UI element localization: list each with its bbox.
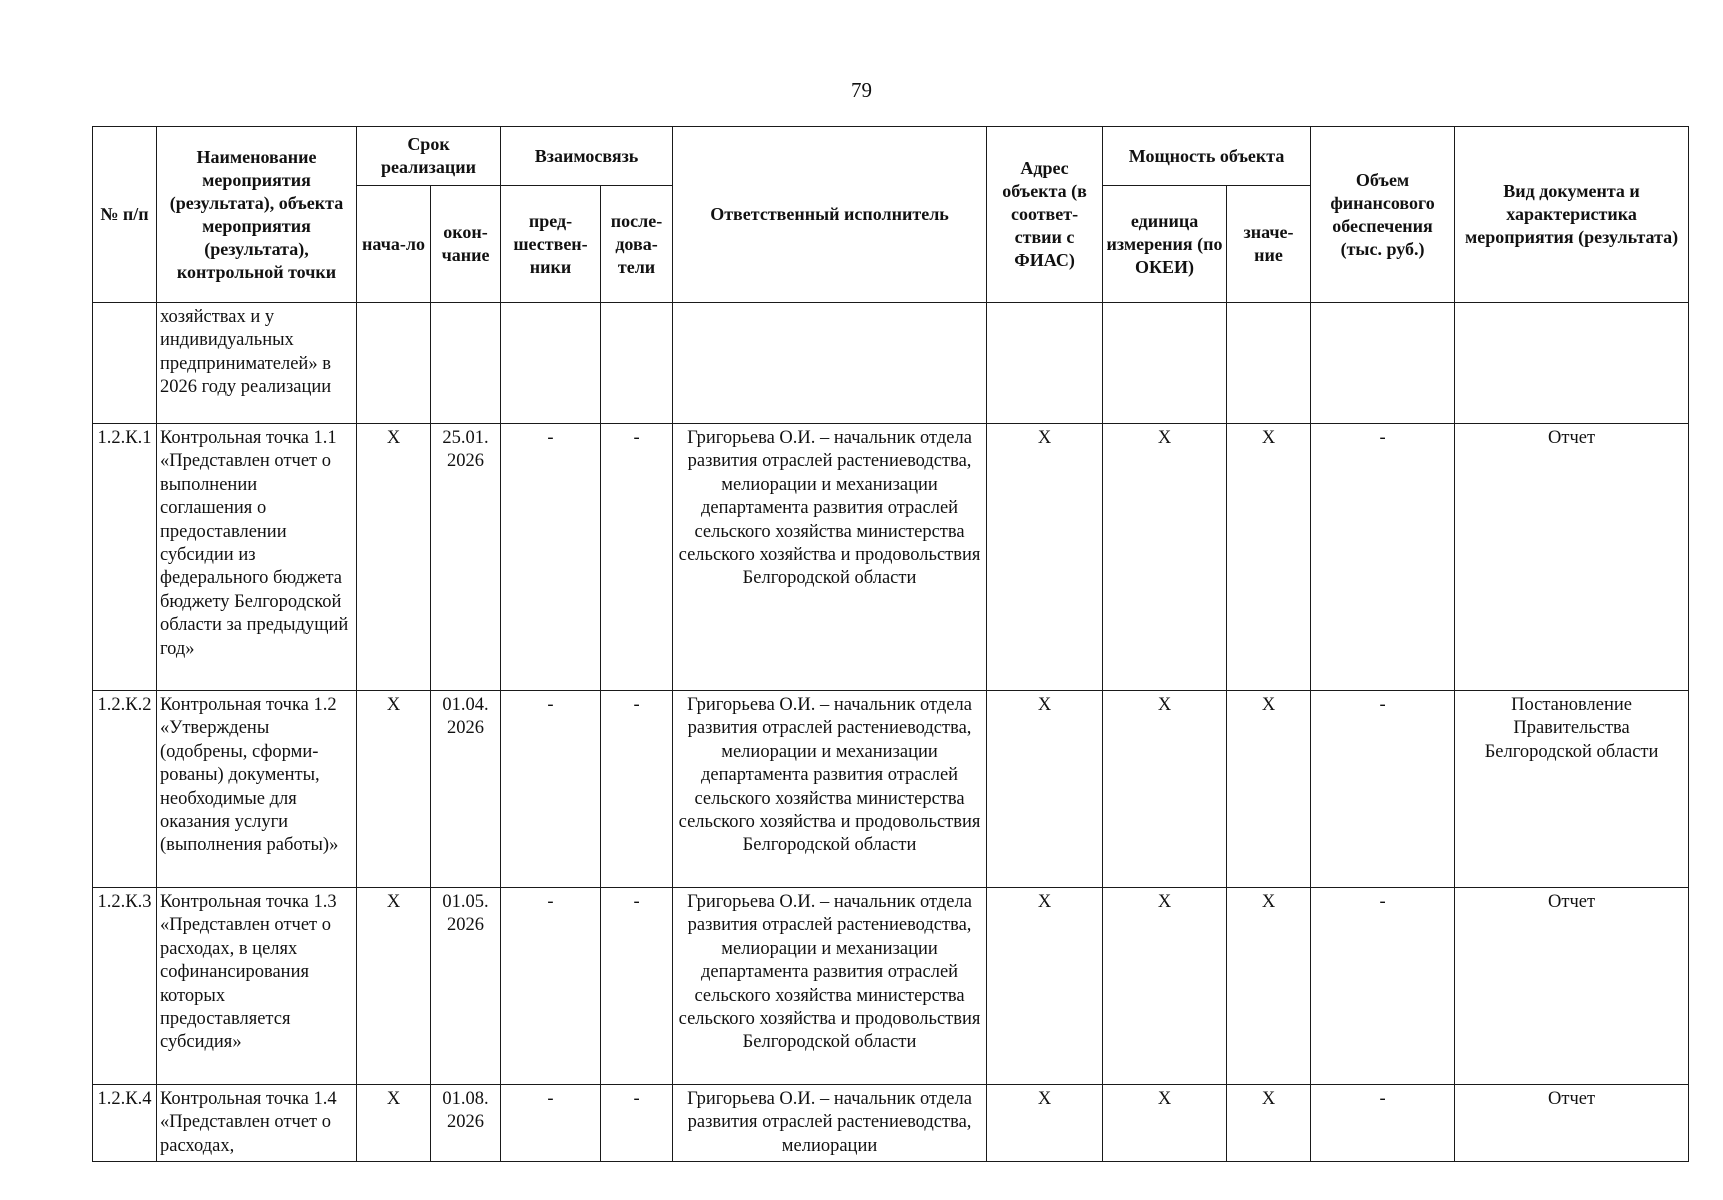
cell-finance: - [1311,691,1455,888]
cell-end: 01.04. 2026 [431,691,501,888]
cell-name: Контрольная точка 1.2 «Утверждены (одобрены, сформи-рованы) документы, необходимые для оказания услуги (выполнения работы)» [157,691,357,888]
cell-finance: - [1311,888,1455,1085]
cell-next: - [601,1085,673,1162]
header-num: № п/п [93,127,157,303]
cell-num: 1.2.К.3 [93,888,157,1085]
cell-address: X [987,1085,1103,1162]
cell-end [431,303,501,424]
cell-prev: - [501,1085,601,1162]
header-relation: Взаимосвязь [501,127,673,186]
header-capacity: Мощность объекта [1103,127,1311,186]
cell-end: 25.01. 2026 [431,424,501,691]
cell-prev: - [501,424,601,691]
cell-start [357,303,431,424]
cell-unit [1103,303,1227,424]
cell-value: X [1227,888,1311,1085]
cell-value: X [1227,1085,1311,1162]
table-row [93,424,1689,691]
header-capacity-value: значе-ние [1227,186,1311,303]
header-address: Адрес объекта (в соответ-ствии с ФИАС) [987,127,1103,303]
header-relation-next: после-дова-тели [601,186,673,303]
cell-responsible: Григорьева О.И. – начальник отдела развития отраслей растениеводства, мелиорации и механизации департамента развития отраслей сельского хозяйства министерства сельского хозяйства и продовольствия Белгородской области [673,888,987,1085]
header-capacity-unit: единица измерения (по ОКЕИ) [1103,186,1227,303]
cell-name: Контрольная точка 1.1 «Представлен отчет о выполнении соглашения о предоставлении субсидии из федерального бюджета бюджету Белгородской области за предыдущий год» [157,424,357,691]
cell-value [1227,303,1311,424]
cell-doc: Отчет [1455,888,1689,1085]
cell-next: - [601,691,673,888]
cell-doc: Отчет [1455,424,1689,691]
cell-num: 1.2.К.1 [93,424,157,691]
cell-finance: - [1311,1085,1455,1162]
cell-unit: X [1103,691,1227,888]
header-term: Срок реализации [357,127,501,186]
cell-responsible: Григорьева О.И. – начальник отдела развития отраслей растениеводства, мелиорации и механизации департамента развития отраслей сельского хозяйства министерства сельского хозяйства и продовольствия Белгородской области [673,424,987,691]
cell-end: 01.05. 2026 [431,888,501,1085]
cell-address: X [987,888,1103,1085]
cell-responsible: Григорьева О.И. – начальник отдела развития отраслей растениеводства, мелиорации и механизации департамента развития отраслей сельского хозяйства министерства сельского хозяйства и продовольствия Белгородской области [673,691,987,888]
cell-next: - [601,424,673,691]
cell-start: X [357,691,431,888]
cell-address [987,303,1103,424]
cell-end: 01.08. 2026 [431,1085,501,1162]
table-row [93,303,1689,424]
cell-next [601,303,673,424]
cell-prev: - [501,888,601,1085]
cell-prev [501,303,601,424]
cell-address: X [987,424,1103,691]
cell-finance [1311,303,1455,424]
cell-value: X [1227,691,1311,888]
cell-start: X [357,888,431,1085]
cell-num: 1.2.К.4 [93,1085,157,1162]
cell-prev: - [501,691,601,888]
cell-unit: X [1103,888,1227,1085]
cell-num [93,303,157,424]
cell-responsible: Григорьева О.И. – начальник отдела развития отраслей растениеводства, мелиорации [673,1085,987,1162]
cell-start: X [357,1085,431,1162]
table-row [93,888,1689,1085]
header-relation-prev: пред-шествен-ники [501,186,601,303]
header-name: Наименование мероприятия (результата), объекта мероприятия (результата), контрольной точки [157,127,357,303]
table-row [93,691,1689,888]
table-row [93,1085,1689,1162]
cell-unit: X [1103,424,1227,691]
cell-num: 1.2.К.2 [93,691,157,888]
cell-address: X [987,691,1103,888]
header-finance: Объем финансового обеспечения (тыс. руб.) [1311,127,1455,303]
cell-name: Контрольная точка 1.4 «Представлен отчет о расходах, [157,1085,357,1162]
cell-doc [1455,303,1689,424]
header-doc-type: Вид документа и характеристика мероприятия (результата) [1455,127,1689,303]
header-term-start: нача-ло [357,186,431,303]
cell-start: X [357,424,431,691]
cell-name: Контрольная точка 1.3 «Представлен отчет о расходах, в целях софинансирования которых предоставляется субсидия» [157,888,357,1085]
cell-name: хозяйствах и у индивидуальных предпринимателей» в 2026 году реализации [157,303,357,424]
cell-doc: Постановление Правительства Белгородской области [1455,691,1689,888]
cell-next: - [601,888,673,1085]
cell-finance: - [1311,424,1455,691]
header-responsible: Ответственный исполнитель [673,127,987,303]
header-term-end: окон-чание [431,186,501,303]
page-number: 79 [851,78,872,102]
plan-table [92,126,1689,1162]
cell-doc: Отчет [1455,1085,1689,1162]
cell-responsible [673,303,987,424]
header-row-top [93,127,1689,186]
cell-value: X [1227,424,1311,691]
cell-unit: X [1103,1085,1227,1162]
